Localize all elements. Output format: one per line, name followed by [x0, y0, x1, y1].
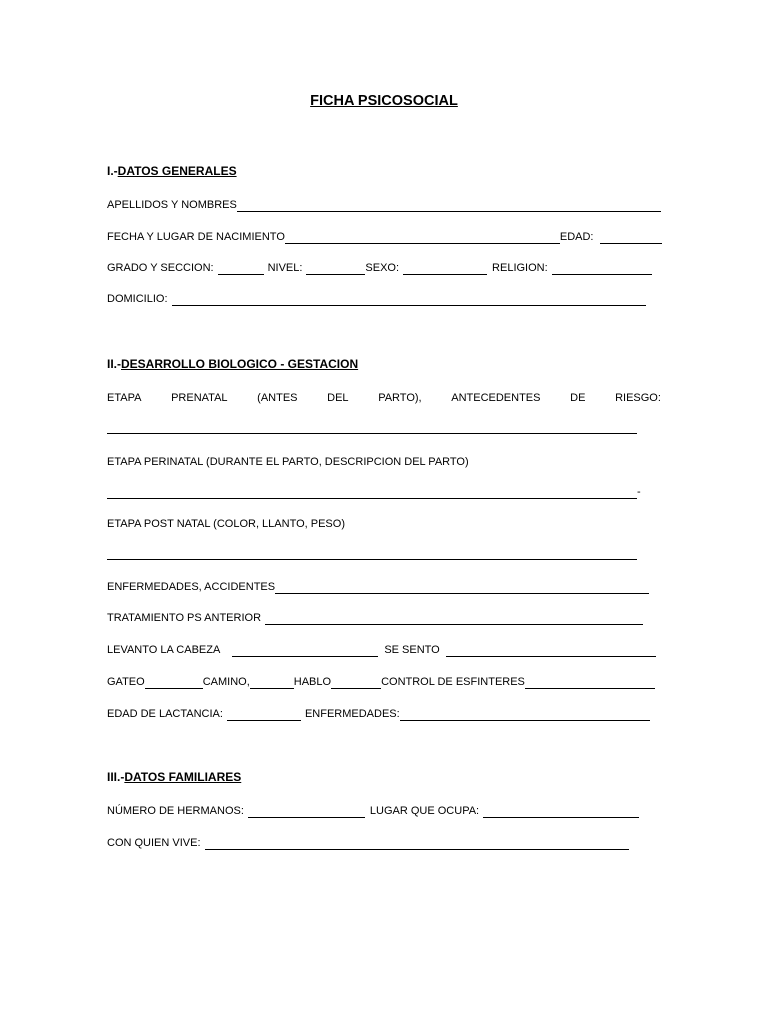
apellidos-label: APELLIDOS Y NOMBRES	[107, 199, 237, 211]
section-3-number: III.-	[107, 770, 125, 784]
grado-row	[107, 261, 667, 275]
hermanos-field[interactable]	[248, 806, 365, 818]
enfermedades-accidentes-field[interactable]	[275, 582, 649, 594]
sexo-field[interactable]	[403, 263, 487, 275]
lugar-label: LUGAR QUE OCUPA:	[369, 805, 480, 817]
levanto-row	[107, 643, 667, 657]
control-label: CONTROL DE ESFINTERES	[381, 676, 525, 688]
fecha-lugar-row	[107, 230, 667, 244]
nivel-field[interactable]	[306, 263, 365, 275]
gateo-label: GATEO	[107, 676, 145, 688]
fecha-lugar-label: FECHA Y LUGAR DE NACIMIENTO	[107, 231, 285, 243]
vive-row	[107, 836, 667, 850]
hermanos-row	[107, 804, 667, 818]
prenatal-word: ETAPA	[107, 392, 142, 404]
prenatal-field[interactable]	[107, 422, 637, 434]
lugar-field[interactable]	[483, 806, 639, 818]
prenatal-word: DE	[570, 392, 586, 404]
sento-field[interactable]	[446, 645, 656, 657]
grado-field[interactable]	[218, 263, 264, 275]
prenatal-row	[107, 391, 661, 405]
postnatal-label: ETAPA POST NATAL (COLOR, LLANTO, PESO)	[107, 518, 345, 530]
section-1-title: DATOS GENERALES	[117, 164, 237, 178]
fecha-lugar-field[interactable]	[285, 232, 560, 244]
tratamiento-label: TRATAMIENTO PS ANTERIOR	[107, 612, 262, 624]
control-field[interactable]	[525, 677, 655, 689]
section-2-heading	[107, 357, 667, 371]
gateo-row	[107, 675, 667, 689]
hablo-label: HABLO	[293, 676, 332, 688]
postnatal-row	[107, 517, 667, 531]
camino-label: CAMINO,	[202, 676, 250, 688]
section-2-title: DESARROLLO BIOLOGICO - GESTACION	[121, 357, 359, 371]
section-2-number: II.-	[107, 357, 121, 371]
section-1-number: I.-	[107, 164, 118, 178]
postnatal-line-row	[107, 548, 667, 560]
gateo-field[interactable]	[145, 677, 203, 689]
prenatal-word: ANTECEDENTES	[451, 392, 541, 404]
edad-label: EDAD:	[559, 231, 594, 243]
religion-field[interactable]	[552, 263, 652, 275]
hablo-field[interactable]	[331, 677, 381, 689]
apellidos-row	[107, 198, 667, 212]
sexo-label: SEXO:	[365, 262, 400, 274]
enfermedades-accidentes-label: ENFERMEDADES, ACCIDENTES	[107, 581, 276, 593]
prenatal-word: (ANTES	[257, 392, 298, 404]
postnatal-field[interactable]	[107, 548, 637, 560]
perinatal-end-mark: -	[637, 486, 641, 498]
grado-label: GRADO Y SECCION:	[107, 262, 214, 274]
sento-label: SE SENTO	[384, 644, 440, 656]
levanto-label: LEVANTO LA CABEZA	[107, 644, 221, 656]
prenatal-line-row	[107, 422, 667, 434]
domicilio-label: DOMICILIO:	[107, 293, 168, 305]
perinatal-label: ETAPA PERINATAL (DURANTE EL PARTO, DESCRIPCION DEL PARTO)	[107, 456, 469, 468]
vive-field[interactable]	[205, 838, 629, 850]
perinatal-row	[107, 455, 667, 469]
page-title: FICHA PSICOSOCIAL	[310, 93, 458, 109]
lactancia-row	[107, 707, 667, 721]
domicilio-row	[107, 292, 667, 306]
religion-label: RELIGION:	[492, 262, 548, 274]
camino-field[interactable]	[250, 677, 294, 689]
prenatal-word: PARTO),	[378, 392, 422, 404]
enfermedades-field[interactable]	[400, 709, 650, 721]
prenatal-word: RIESGO:	[615, 392, 661, 404]
prenatal-word: PRENATAL	[171, 392, 228, 404]
tratamiento-field[interactable]	[265, 613, 643, 625]
apellidos-field[interactable]	[237, 200, 661, 212]
levanto-field[interactable]	[232, 645, 378, 657]
lactancia-field[interactable]	[227, 709, 301, 721]
perinatal-field[interactable]	[107, 487, 637, 499]
perinatal-line-row	[107, 485, 667, 499]
prenatal-word: DEL	[327, 392, 349, 404]
lactancia-label: EDAD DE LACTANCIA:	[107, 708, 223, 720]
edad-field[interactable]	[600, 232, 662, 244]
vive-label: CON QUIEN VIVE:	[107, 837, 201, 849]
enfermedades-accidentes-row	[107, 580, 667, 594]
nivel-label: NIVEL:	[267, 262, 303, 274]
tratamiento-row	[107, 611, 667, 625]
section-1-heading	[107, 164, 667, 178]
domicilio-field[interactable]	[172, 294, 646, 306]
section-3-heading	[107, 770, 667, 784]
section-3-title: DATOS FAMILIARES	[124, 770, 242, 784]
hermanos-label: NÚMERO DE HERMANOS:	[107, 805, 244, 817]
enfermedades-label: ENFERMEDADES:	[304, 708, 400, 720]
